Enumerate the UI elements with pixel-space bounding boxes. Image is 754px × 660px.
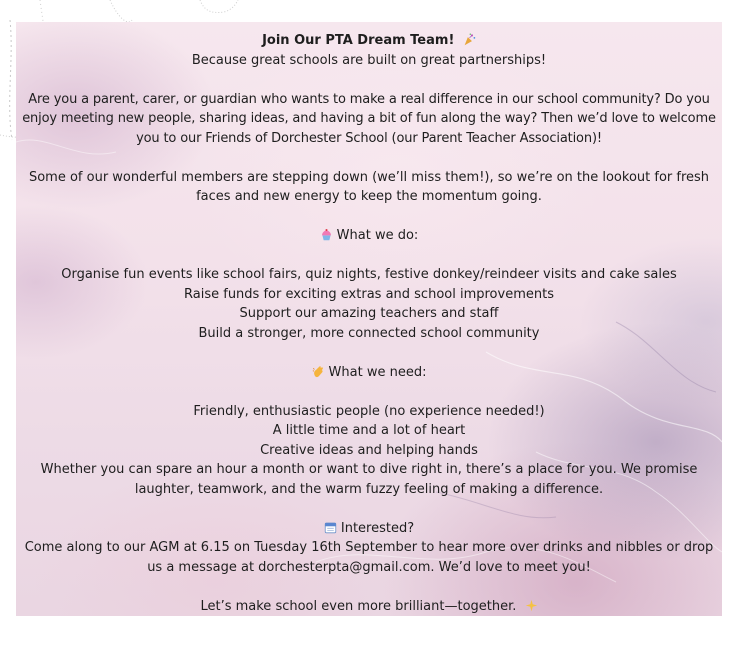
what-we-do-item-4: Build a stronger, more connected school community — [198, 325, 540, 341]
poster-title: Join Our PTA Dream Team! — [262, 33, 455, 48]
party-popper-icon — [463, 33, 476, 46]
waving-hand-icon — [312, 365, 325, 378]
what-we-need-item-1: Friendly, enthusiastic people (no experience needed!) — [193, 403, 545, 419]
what-we-need-closing: Whether you can spare an hour a month or want to dive right in, there’s a place for you. We promise laughter, teamwork, and the warm fuzzy feeling of making a difference. — [40, 462, 698, 497]
signoff-row — [16, 597, 722, 617]
what-we-need-item-2: A little time and a lot of heart — [272, 423, 466, 438]
interested-body: Come along to our AGM at 6.15 on Tuesday 16th September to hear more over drinks and nibbles or drop us a message at dorchesterpta@gmail.com. We’d love to meet you! — [24, 540, 714, 575]
calendar-icon — [324, 521, 337, 534]
what-we-do-item-1: Organise fun events like school fairs, quiz nights, festive donkey/reindeer visits and cake sales — [61, 267, 677, 282]
what-we-do-item-3: Support our amazing teachers and staff — [239, 306, 499, 321]
intro-paragraph: Are you a parent, carer, or guardian who wants to make a real difference in our school community? Do you enjoy meeting new people, sharing ideas, and having a bit of fun along the way? Then we’d love to welcome you to our Friends of Dorchester School (our Parent Teacher Association)! — [22, 91, 716, 146]
appeal-paragraph: Some of our wonderful members are stepping down (we’ll miss them!), so we’re on the lookout for fresh faces and new energy to keep the momentum going. — [28, 169, 710, 204]
signoff-text: Let’s make school even more brilliant—together. — [200, 598, 517, 614]
pta-poster — [16, 22, 722, 616]
cupcake-icon — [320, 228, 333, 241]
sparkle-icon — [525, 599, 538, 612]
interested-heading: Interested? — [340, 520, 415, 536]
what-we-need-heading: What we need: — [328, 364, 427, 380]
what-we-do-heading-row — [16, 226, 722, 246]
what-we-do-heading: What we do: — [336, 228, 419, 243]
what-we-need-item-3: Creative ideas and helping hands — [260, 442, 478, 458]
interested-heading-row — [16, 519, 722, 539]
what-we-do-item-2: Raise funds for exciting extras and school improvements — [184, 286, 554, 302]
poster-title-row — [16, 31, 722, 51]
what-we-need-heading-row — [16, 363, 722, 383]
poster-subtitle: Because great schools are built on great partnerships! — [191, 52, 547, 68]
poster-text — [16, 31, 722, 616]
